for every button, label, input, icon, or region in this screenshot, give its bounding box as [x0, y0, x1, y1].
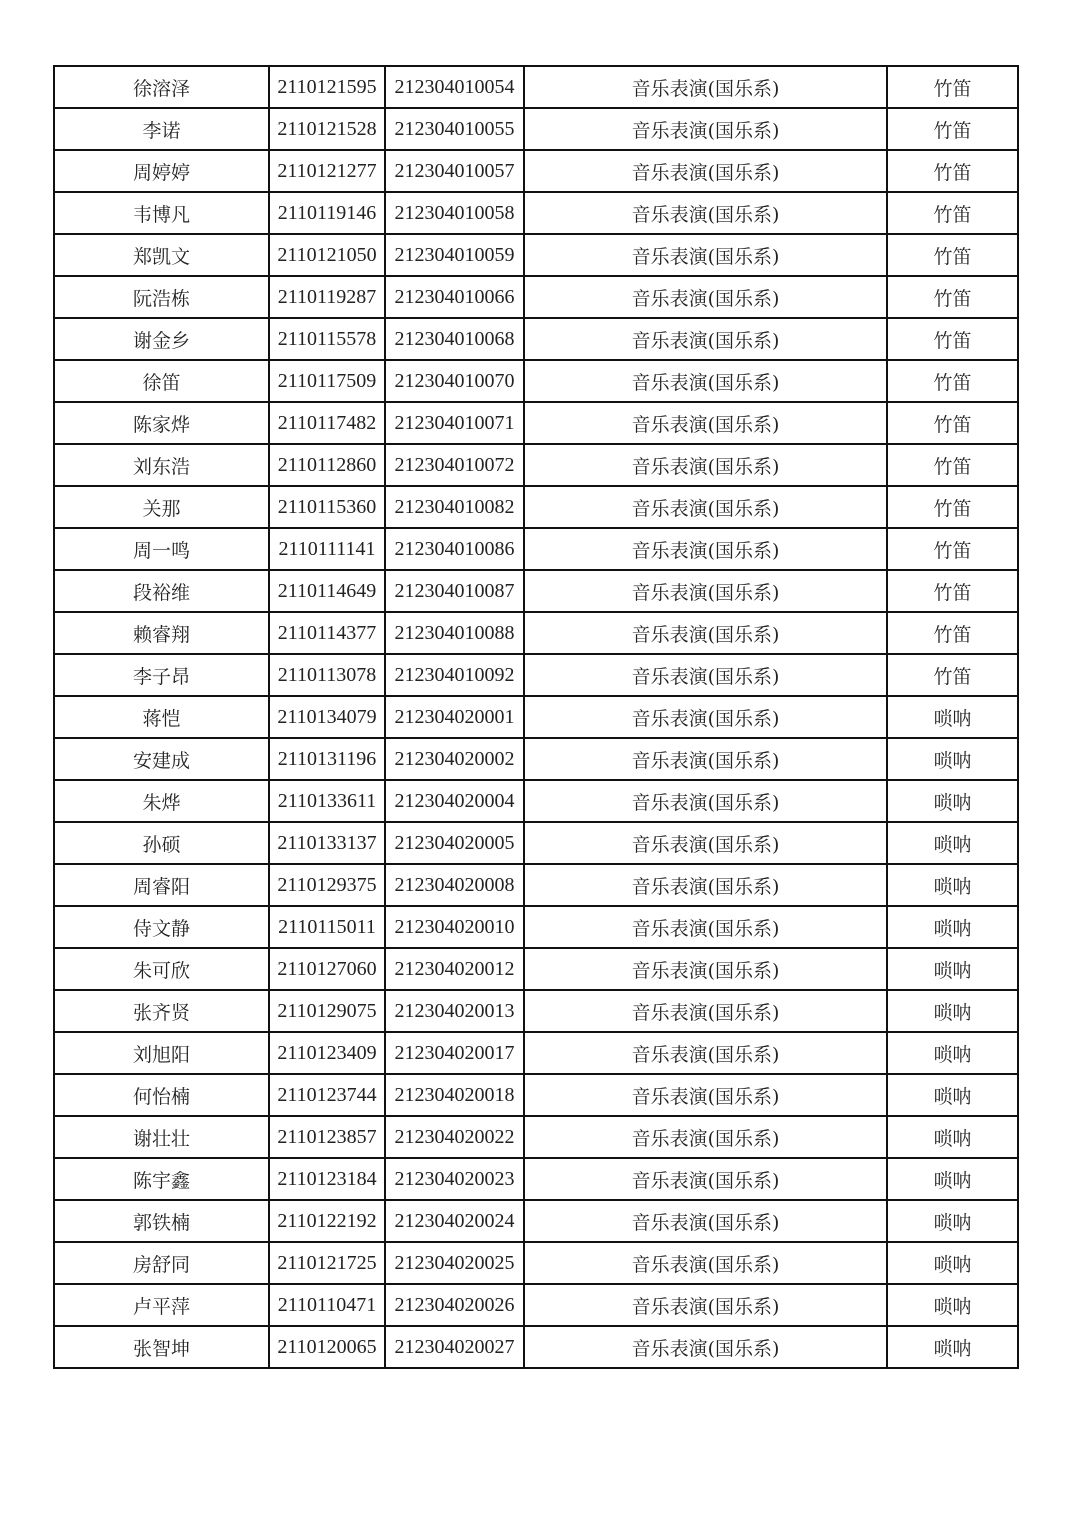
- exam-number-cell: 212304020026: [385, 1284, 524, 1326]
- major-cell: 音乐表演(国乐系): [524, 360, 887, 402]
- candidate-number-cell: 2110127060: [269, 948, 385, 990]
- exam-number-cell: 212304010082: [385, 486, 524, 528]
- table-row: [54, 990, 1018, 1032]
- name-cell: 周睿阳: [54, 864, 269, 906]
- table-row: [54, 1116, 1018, 1158]
- table-row: [54, 1326, 1018, 1368]
- instrument-cell: 竹笛: [887, 570, 1018, 612]
- major-cell: 音乐表演(国乐系): [524, 192, 887, 234]
- table-row: [54, 150, 1018, 192]
- major-cell: 音乐表演(国乐系): [524, 822, 887, 864]
- table-row: [54, 318, 1018, 360]
- name-cell: 徐笛: [54, 360, 269, 402]
- instrument-cell: 唢呐: [887, 1074, 1018, 1116]
- name-cell: 郭铁楠: [54, 1200, 269, 1242]
- table-row: [54, 1032, 1018, 1074]
- table-row: [54, 1242, 1018, 1284]
- instrument-cell: 竹笛: [887, 192, 1018, 234]
- candidate-number-cell: 2110121277: [269, 150, 385, 192]
- name-cell: 陈宇鑫: [54, 1158, 269, 1200]
- major-cell: 音乐表演(国乐系): [524, 1242, 887, 1284]
- candidate-number-cell: 2110129375: [269, 864, 385, 906]
- major-cell: 音乐表演(国乐系): [524, 528, 887, 570]
- candidate-number-cell: 2110123857: [269, 1116, 385, 1158]
- table-row: [54, 402, 1018, 444]
- major-cell: 音乐表演(国乐系): [524, 864, 887, 906]
- table-row: [54, 1284, 1018, 1326]
- major-cell: 音乐表演(国乐系): [524, 1284, 887, 1326]
- name-cell: 张智坤: [54, 1326, 269, 1368]
- exam-number-cell: 212304020023: [385, 1158, 524, 1200]
- table-row: [54, 612, 1018, 654]
- major-cell: 音乐表演(国乐系): [524, 738, 887, 780]
- table-row: [54, 780, 1018, 822]
- table-row: [54, 66, 1018, 108]
- instrument-cell: 唢呐: [887, 948, 1018, 990]
- instrument-cell: 唢呐: [887, 1326, 1018, 1368]
- table-row: [54, 1074, 1018, 1116]
- major-cell: 音乐表演(国乐系): [524, 66, 887, 108]
- major-cell: 音乐表演(国乐系): [524, 948, 887, 990]
- exam-number-cell: 212304010087: [385, 570, 524, 612]
- table-row: [54, 654, 1018, 696]
- candidate-number-cell: 2110121725: [269, 1242, 385, 1284]
- candidate-number-cell: 2110121595: [269, 66, 385, 108]
- major-cell: 音乐表演(国乐系): [524, 444, 887, 486]
- candidate-number-cell: 2110134079: [269, 696, 385, 738]
- name-cell: 朱烨: [54, 780, 269, 822]
- major-cell: 音乐表演(国乐系): [524, 1200, 887, 1242]
- name-cell: 蒋恺: [54, 696, 269, 738]
- table-row: [54, 1158, 1018, 1200]
- instrument-cell: 唢呐: [887, 822, 1018, 864]
- exam-number-cell: 212304020022: [385, 1116, 524, 1158]
- instrument-cell: 竹笛: [887, 612, 1018, 654]
- candidate-number-cell: 2110115578: [269, 318, 385, 360]
- name-cell: 段裕维: [54, 570, 269, 612]
- major-cell: 音乐表演(国乐系): [524, 570, 887, 612]
- major-cell: 音乐表演(国乐系): [524, 612, 887, 654]
- exam-number-cell: 212304010086: [385, 528, 524, 570]
- major-cell: 音乐表演(国乐系): [524, 696, 887, 738]
- name-cell: 侍文静: [54, 906, 269, 948]
- instrument-cell: 唢呐: [887, 738, 1018, 780]
- name-cell: 安建成: [54, 738, 269, 780]
- major-cell: 音乐表演(国乐系): [524, 1032, 887, 1074]
- name-cell: 周一鸣: [54, 528, 269, 570]
- candidate-number-cell: 2110131196: [269, 738, 385, 780]
- name-cell: 刘东浩: [54, 444, 269, 486]
- instrument-cell: 唢呐: [887, 990, 1018, 1032]
- student-list-table: [53, 65, 1019, 1369]
- table-row: [54, 864, 1018, 906]
- candidate-number-cell: 2110113078: [269, 654, 385, 696]
- name-cell: 谢金乡: [54, 318, 269, 360]
- instrument-cell: 唢呐: [887, 780, 1018, 822]
- exam-number-cell: 212304010066: [385, 276, 524, 318]
- instrument-cell: 竹笛: [887, 150, 1018, 192]
- table-row: [54, 948, 1018, 990]
- candidate-number-cell: 2110121050: [269, 234, 385, 276]
- exam-number-cell: 212304010072: [385, 444, 524, 486]
- name-cell: 徐溶泽: [54, 66, 269, 108]
- major-cell: 音乐表演(国乐系): [524, 906, 887, 948]
- exam-number-cell: 212304020017: [385, 1032, 524, 1074]
- candidate-number-cell: 2110122192: [269, 1200, 385, 1242]
- table-row: [54, 570, 1018, 612]
- instrument-cell: 唢呐: [887, 906, 1018, 948]
- exam-number-cell: 212304020004: [385, 780, 524, 822]
- name-cell: 房舒同: [54, 1242, 269, 1284]
- exam-number-cell: 212304010058: [385, 192, 524, 234]
- table-row: [54, 234, 1018, 276]
- major-cell: 音乐表演(国乐系): [524, 108, 887, 150]
- candidate-number-cell: 2110115360: [269, 486, 385, 528]
- exam-number-cell: 212304020012: [385, 948, 524, 990]
- exam-number-cell: 212304010054: [385, 66, 524, 108]
- instrument-cell: 竹笛: [887, 108, 1018, 150]
- candidate-number-cell: 2110112860: [269, 444, 385, 486]
- name-cell: 关那: [54, 486, 269, 528]
- exam-number-cell: 212304010055: [385, 108, 524, 150]
- table-row: [54, 738, 1018, 780]
- major-cell: 音乐表演(国乐系): [524, 486, 887, 528]
- instrument-cell: 竹笛: [887, 360, 1018, 402]
- exam-number-cell: 212304020024: [385, 1200, 524, 1242]
- instrument-cell: 竹笛: [887, 276, 1018, 318]
- table-row: [54, 192, 1018, 234]
- exam-number-cell: 212304020010: [385, 906, 524, 948]
- instrument-cell: 唢呐: [887, 696, 1018, 738]
- candidate-number-cell: 2110117482: [269, 402, 385, 444]
- instrument-cell: 竹笛: [887, 654, 1018, 696]
- name-cell: 阮浩栋: [54, 276, 269, 318]
- exam-number-cell: 212304020018: [385, 1074, 524, 1116]
- instrument-cell: 唢呐: [887, 1284, 1018, 1326]
- table-row: [54, 822, 1018, 864]
- instrument-cell: 竹笛: [887, 486, 1018, 528]
- instrument-cell: 竹笛: [887, 528, 1018, 570]
- candidate-number-cell: 2110119146: [269, 192, 385, 234]
- instrument-cell: 唢呐: [887, 1158, 1018, 1200]
- name-cell: 朱可欣: [54, 948, 269, 990]
- instrument-cell: 唢呐: [887, 1242, 1018, 1284]
- candidate-number-cell: 2110111141: [269, 528, 385, 570]
- table-row: [54, 486, 1018, 528]
- candidate-number-cell: 2110117509: [269, 360, 385, 402]
- instrument-cell: 唢呐: [887, 1032, 1018, 1074]
- instrument-cell: 竹笛: [887, 444, 1018, 486]
- major-cell: 音乐表演(国乐系): [524, 1158, 887, 1200]
- table-row: [54, 528, 1018, 570]
- table-row: [54, 108, 1018, 150]
- table-row: [54, 444, 1018, 486]
- exam-number-cell: 212304010088: [385, 612, 524, 654]
- exam-number-cell: 212304010059: [385, 234, 524, 276]
- candidate-number-cell: 2110129075: [269, 990, 385, 1032]
- major-cell: 音乐表演(国乐系): [524, 150, 887, 192]
- candidate-number-cell: 2110123409: [269, 1032, 385, 1074]
- major-cell: 音乐表演(国乐系): [524, 654, 887, 696]
- exam-number-cell: 212304020025: [385, 1242, 524, 1284]
- candidate-number-cell: 2110123744: [269, 1074, 385, 1116]
- name-cell: 郑凯文: [54, 234, 269, 276]
- exam-number-cell: 212304010068: [385, 318, 524, 360]
- exam-number-cell: 212304020002: [385, 738, 524, 780]
- candidate-number-cell: 2110120065: [269, 1326, 385, 1368]
- exam-number-cell: 212304010070: [385, 360, 524, 402]
- major-cell: 音乐表演(国乐系): [524, 1326, 887, 1368]
- exam-number-cell: 212304010057: [385, 150, 524, 192]
- instrument-cell: 竹笛: [887, 234, 1018, 276]
- major-cell: 音乐表演(国乐系): [524, 780, 887, 822]
- exam-number-cell: 212304020008: [385, 864, 524, 906]
- candidate-number-cell: 2110121528: [269, 108, 385, 150]
- table-body: [54, 66, 1018, 1368]
- major-cell: 音乐表演(国乐系): [524, 1116, 887, 1158]
- name-cell: 孙硕: [54, 822, 269, 864]
- major-cell: 音乐表演(国乐系): [524, 990, 887, 1032]
- exam-number-cell: 212304020013: [385, 990, 524, 1032]
- table-row: [54, 360, 1018, 402]
- candidate-number-cell: 2110110471: [269, 1284, 385, 1326]
- major-cell: 音乐表演(国乐系): [524, 276, 887, 318]
- instrument-cell: 唢呐: [887, 864, 1018, 906]
- exam-number-cell: 212304020001: [385, 696, 524, 738]
- candidate-number-cell: 2110133137: [269, 822, 385, 864]
- candidate-number-cell: 2110119287: [269, 276, 385, 318]
- candidate-number-cell: 2110123184: [269, 1158, 385, 1200]
- table-row: [54, 276, 1018, 318]
- name-cell: 周婷婷: [54, 150, 269, 192]
- exam-number-cell: 212304010092: [385, 654, 524, 696]
- instrument-cell: 竹笛: [887, 402, 1018, 444]
- table-row: [54, 696, 1018, 738]
- name-cell: 李子昂: [54, 654, 269, 696]
- exam-number-cell: 212304020027: [385, 1326, 524, 1368]
- name-cell: 韦博凡: [54, 192, 269, 234]
- exam-number-cell: 212304010071: [385, 402, 524, 444]
- instrument-cell: 唢呐: [887, 1116, 1018, 1158]
- candidate-number-cell: 2110114649: [269, 570, 385, 612]
- major-cell: 音乐表演(国乐系): [524, 234, 887, 276]
- name-cell: 谢壮壮: [54, 1116, 269, 1158]
- major-cell: 音乐表演(国乐系): [524, 318, 887, 360]
- instrument-cell: 竹笛: [887, 66, 1018, 108]
- name-cell: 陈家烨: [54, 402, 269, 444]
- name-cell: 卢平萍: [54, 1284, 269, 1326]
- candidate-number-cell: 2110115011: [269, 906, 385, 948]
- name-cell: 张齐贤: [54, 990, 269, 1032]
- table-row: [54, 906, 1018, 948]
- name-cell: 赖睿翔: [54, 612, 269, 654]
- name-cell: 李诺: [54, 108, 269, 150]
- major-cell: 音乐表演(国乐系): [524, 402, 887, 444]
- instrument-cell: 竹笛: [887, 318, 1018, 360]
- instrument-cell: 唢呐: [887, 1200, 1018, 1242]
- name-cell: 何怡楠: [54, 1074, 269, 1116]
- exam-number-cell: 212304020005: [385, 822, 524, 864]
- table-row: [54, 1200, 1018, 1242]
- candidate-number-cell: 2110133611: [269, 780, 385, 822]
- name-cell: 刘旭阳: [54, 1032, 269, 1074]
- candidate-number-cell: 2110114377: [269, 612, 385, 654]
- major-cell: 音乐表演(国乐系): [524, 1074, 887, 1116]
